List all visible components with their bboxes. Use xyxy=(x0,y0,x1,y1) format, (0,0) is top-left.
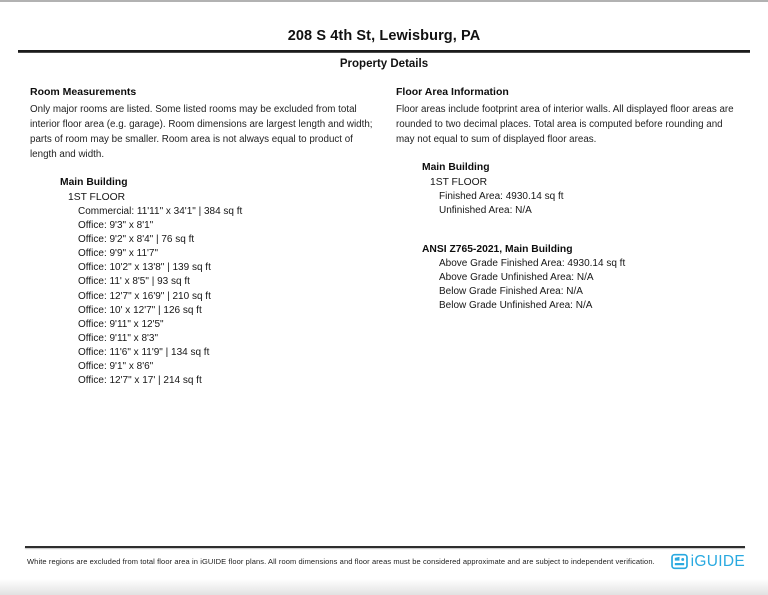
building-name: Main Building xyxy=(60,177,128,188)
footer-disclaimer: White regions are excluded from total floor area in iGUIDE floor plans. All room dimensions and floor areas must be considered approximate and are subject to independent verification. xyxy=(27,557,655,566)
room-item: Office: 10'2" x 13'8" | 139 sq ft xyxy=(78,262,211,274)
room-item: Office: 9'11" x 12'5" xyxy=(78,318,164,330)
header-divider xyxy=(18,50,750,53)
page-title: 208 S 4th St, Lewisburg, PA xyxy=(287,28,481,44)
ansi-heading: ANSI Z765-2021, Main Building xyxy=(422,244,573,256)
page-subtitle: Property Details xyxy=(339,58,429,70)
footer-divider xyxy=(25,546,745,548)
page-footer xyxy=(0,546,768,570)
floor-area-section xyxy=(396,86,742,388)
iguide-logo-text: iGUIDE xyxy=(690,552,745,570)
floor-area-list xyxy=(439,190,742,218)
floor-name: 1ST FLOOR xyxy=(68,192,126,203)
room-measurements-section xyxy=(30,86,382,388)
ansi-item: Above Grade Unfinished Area: N/A xyxy=(439,272,594,284)
ansi-item: Below Grade Unfinished Area: N/A xyxy=(439,300,593,312)
room-list xyxy=(78,205,382,388)
floor-area-description: Floor areas include footprint area of interior walls. All displayed floor areas are rounded to two decimal places. Total area is computed before rounding and may not equal to sum of displayed floor areas. xyxy=(396,104,734,145)
room-measurements-building-group xyxy=(60,176,382,388)
room-item: Office: 10' x 12'7" | 126 sq ft xyxy=(78,304,202,316)
ansi-item: Below Grade Finished Area: N/A xyxy=(439,286,583,298)
page-bottom-shadow xyxy=(0,579,768,595)
room-item: Office: 11'6" x 11'9" | 134 sq ft xyxy=(78,346,210,358)
ansi-group xyxy=(422,243,742,313)
room-item: Office: 9'3" x 8'1" xyxy=(78,220,154,232)
room-measurements-heading: Room Measurements xyxy=(30,86,137,98)
room-item: Office: 11' x 8'5" | 93 sq ft xyxy=(78,276,190,288)
building-name: Main Building xyxy=(422,162,490,173)
room-item: Office: 9'9" x 11'7" xyxy=(78,248,159,260)
ansi-list xyxy=(439,257,742,313)
ansi-item: Above Grade Finished Area: 4930.14 sq ft xyxy=(439,258,626,270)
content-columns xyxy=(30,86,742,388)
iguide-logo-icon xyxy=(671,553,691,570)
room-item: Office: 9'2" x 8'4" | 76 sq ft xyxy=(78,234,195,246)
floor-area-item: Finished Area: 4930.14 sq ft xyxy=(439,191,564,202)
room-item: Office: 12'7" x 17' | 214 sq ft xyxy=(78,375,202,387)
floor-name: 1ST FLOOR xyxy=(430,177,488,188)
room-item: Office: 9'11" x 8'3" xyxy=(78,332,159,344)
room-item: Office: 12'7" x 16'9" | 210 sq ft xyxy=(78,290,211,302)
floor-area-building-group xyxy=(422,161,742,218)
iguide-logo xyxy=(671,553,745,570)
room-item: Office: 9'1" x 8'6" xyxy=(78,361,154,373)
floor-area-item: Unfinished Area: N/A xyxy=(439,205,532,217)
page-header xyxy=(0,2,768,70)
room-item: Commercial: 11'11" x 34'1" | 384 sq ft xyxy=(78,206,243,217)
room-measurements-description: Only major rooms are listed. Some listed rooms may be excluded from total interior floor area (e.g. garage). Room dimensions are largest length and width; parts of room may be smaller. Room area is not always equal to product of length and width. xyxy=(30,104,373,160)
floor-area-heading: Floor Area Information xyxy=(396,86,509,98)
